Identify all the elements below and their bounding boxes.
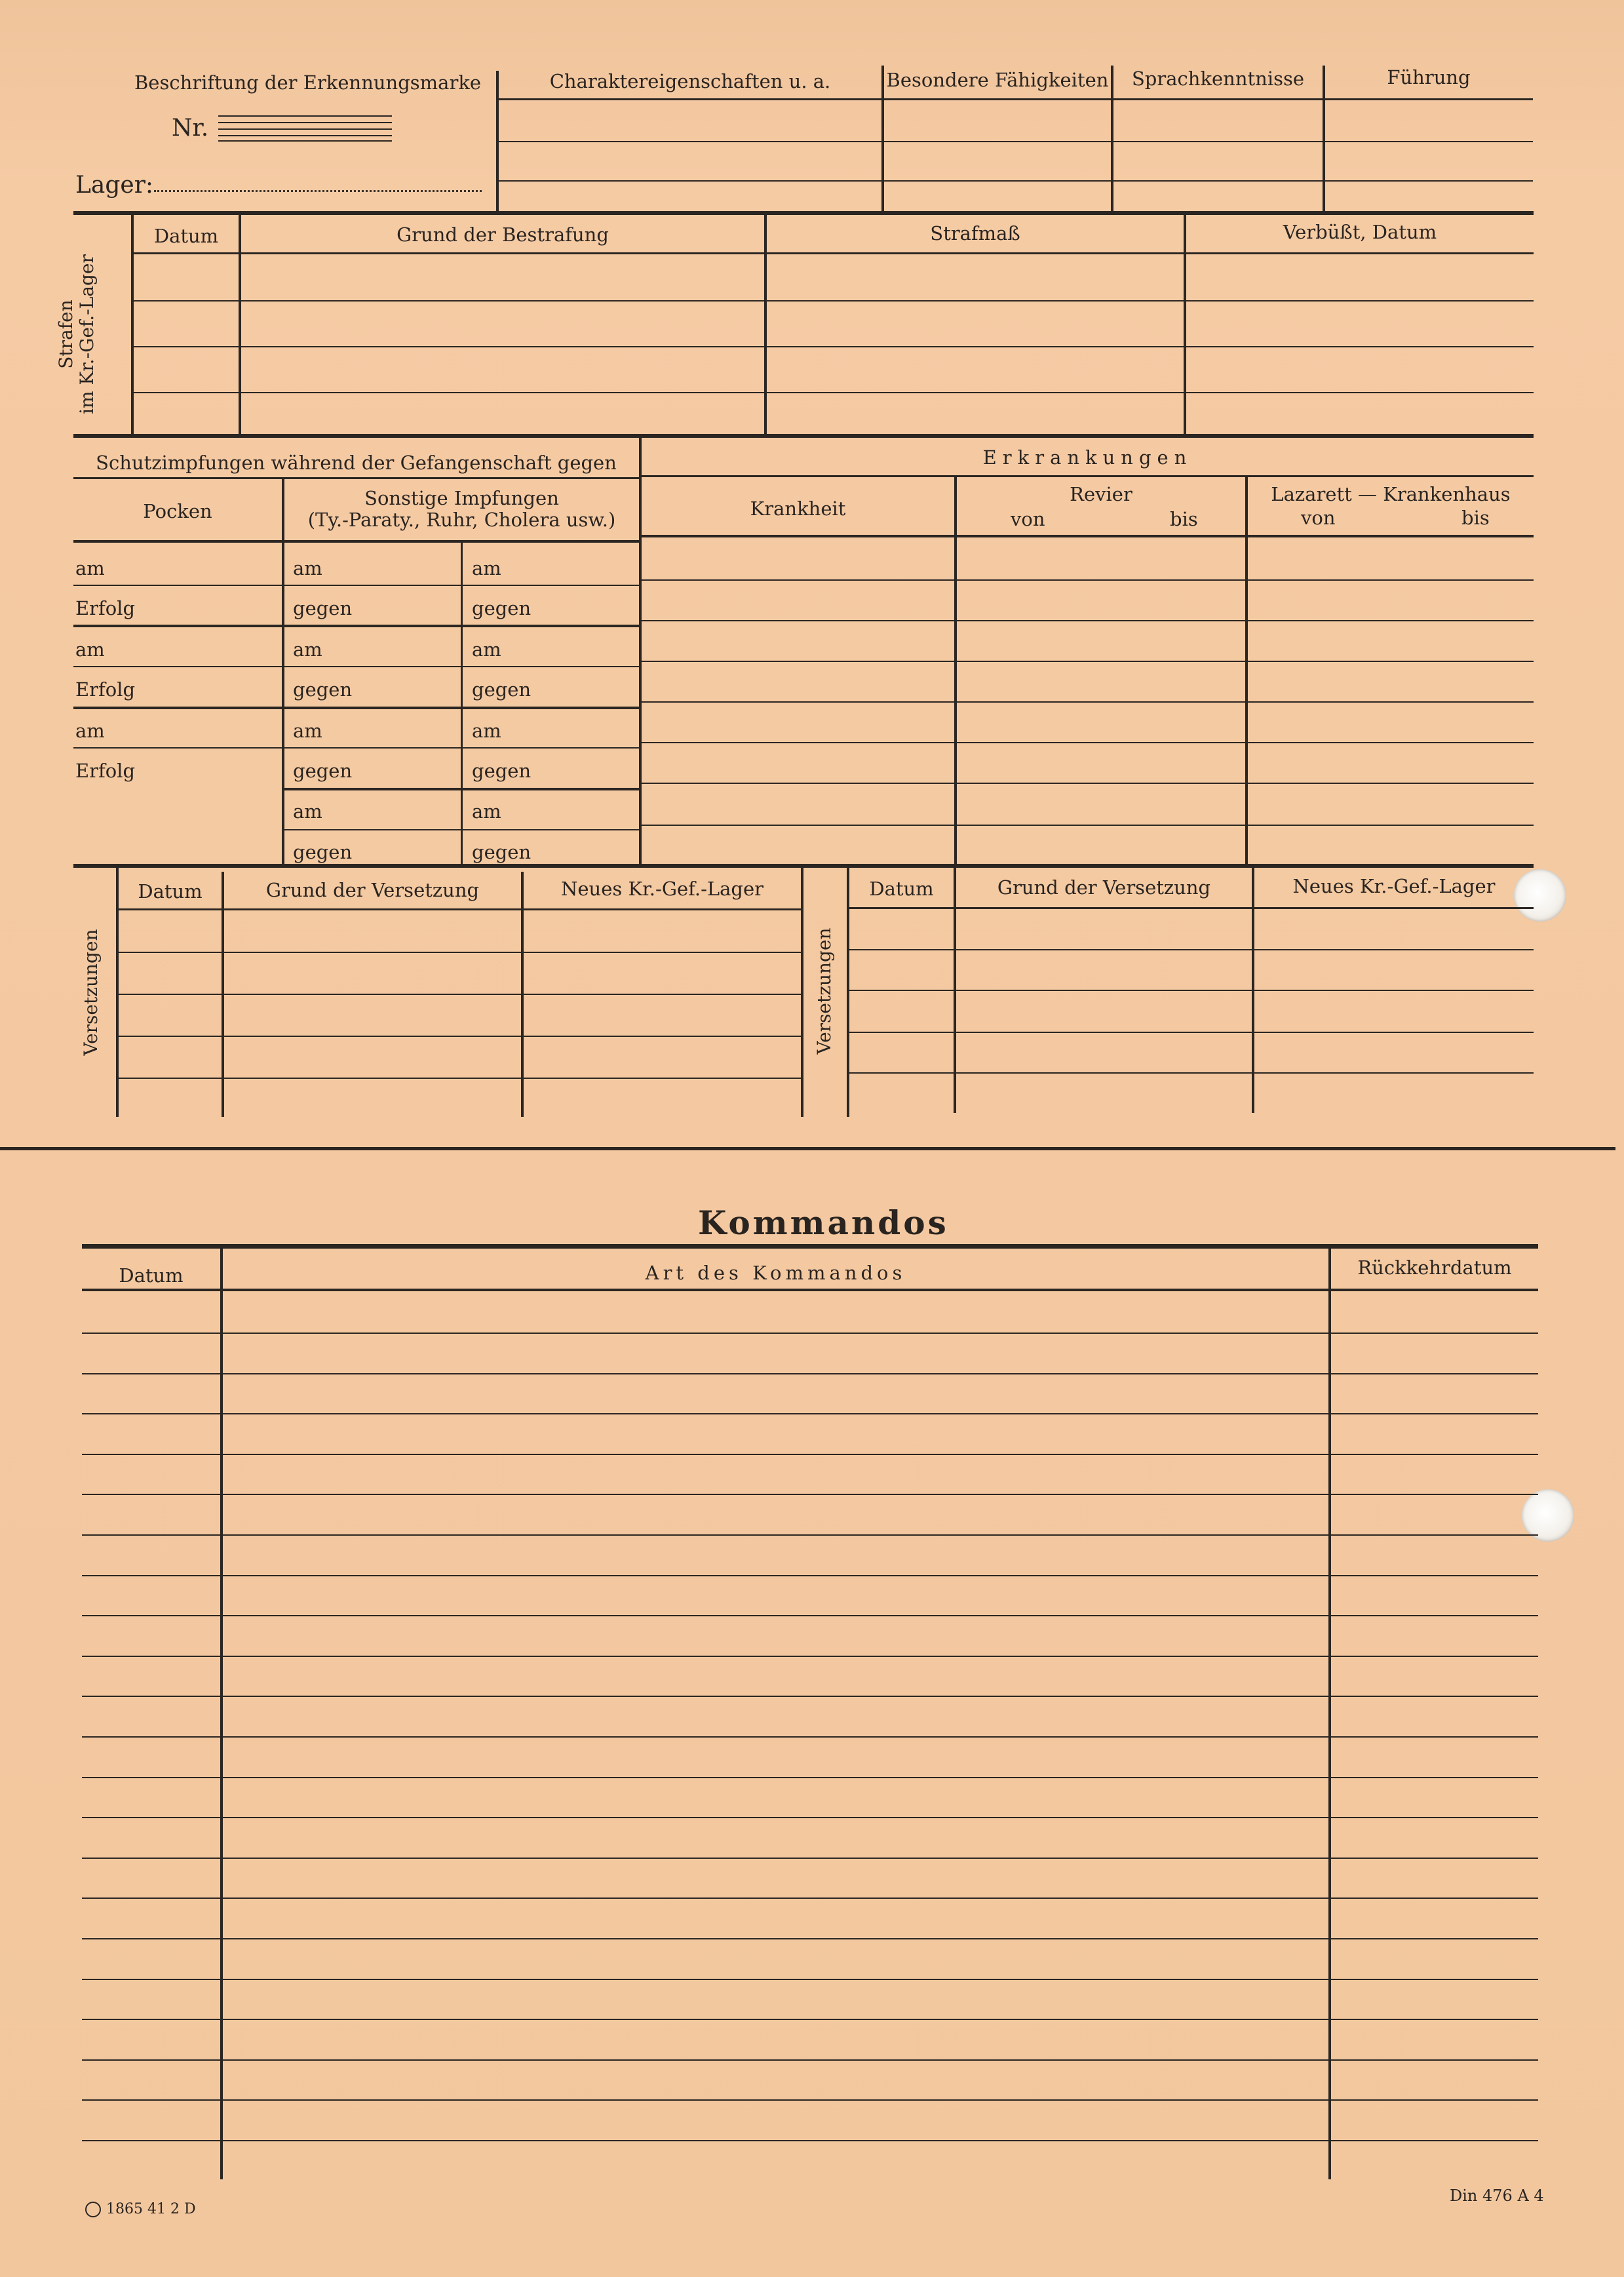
sonstige-b-am-2: am [472,638,501,661]
kommandos-row-line [82,1858,1538,1859]
sonstige-b-gegen-3: gegen [472,760,532,782]
strafen-datum-header: Datum [153,225,219,247]
erkrankungen-title: Erkrankungen [982,446,1193,469]
pocken-am-2: am [75,638,105,661]
sonstige-impfungen-header: Sonstige Impfungen (Ty.-Paraty., Ruhr, Cholera usw.) [307,487,616,532]
sonstige-a-gegen-2: gegen [293,678,353,701]
kommandos-row-line [82,1898,1538,1899]
revier-bis: bis [1170,508,1198,530]
versetzung-left-neues-header: Neues Kr.-Gef.-Lager [560,878,764,900]
versetzung-right-grund-header: Grund der Versetzung [997,876,1211,899]
sonstige-b-am-1: am [472,557,501,579]
revier-header: Revier [1070,483,1132,505]
header-sprachen: Sprachkenntnisse [1131,68,1305,90]
kommandos-row-line [82,2059,1538,2061]
kommandos-datum-header: Datum [119,1264,184,1287]
lazarett-von: von [1301,507,1336,529]
versetzung-left-datum-header: Datum [138,880,203,903]
tag-lager-label: Lager: [75,172,154,199]
sonstige-b-am-3: am [472,720,501,742]
krankheit-header: Krankheit [750,497,846,520]
versetzung-left-side-label: Versetzungen [80,929,102,1056]
kommandos-row-line [82,1413,1538,1414]
kommandos-row-line [82,1333,1538,1334]
header-charakter: Charaktereigenschaften u. a. [549,70,831,92]
pocken-erfolg-3: Erfolg [75,760,136,782]
lager-field[interactable] [154,190,482,192]
strafen-side-label: Strafen im Kr.-Gef.-Lager [55,254,98,414]
pocken-erfolg-1: Erfolg [75,597,136,619]
impfungen-title: Schutzimpfungen während der Gefangenschaft gegen [96,452,617,474]
sonstige-a-gegen-4: gegen [293,841,353,863]
versetzung-right-side-label: Versetzungen [813,927,835,1055]
sonstige-a-am-3: am [293,720,322,742]
sonstige-b-gegen-1: gegen [472,597,532,619]
sonstige-a-gegen-3: gegen [293,760,353,782]
sonstige-a-am-2: am [293,638,322,661]
tag-nr-label: Nr. [172,115,209,142]
header-faehigkeiten: Besondere Fähigkeiten [886,69,1109,91]
sonstige-b-gegen-2: gegen [472,678,532,701]
kommandos-row-line [82,1656,1538,1657]
kommandos-row-line [82,2140,1538,2141]
print-code: 1865 41 2 D [85,2201,196,2217]
strafen-strafmass-header: Strafmaß [930,222,1020,244]
kommandos-row-line [82,1534,1538,1536]
kommandos-row-line [82,1736,1538,1738]
kommandos-row-line [82,1938,1538,1939]
pocken-header: Pocken [143,500,212,522]
kommandos-row-line [82,1454,1538,1455]
sonstige-b-am-4: am [472,800,501,823]
versetzung-right-neues-header: Neues Kr.-Gef.-Lager [1292,875,1496,897]
kommandos-row-line [82,1615,1538,1616]
pocken-erfolg-2: Erfolg [75,678,136,701]
kommandos-art-header: Art des Kommandos [645,1262,906,1284]
strafen-verbuesst-header: Verbüßt, Datum [1283,221,1437,243]
pocken-am-3: am [75,720,105,742]
printer-mark-icon [85,2202,101,2217]
kommandos-title: Kommandos [698,1203,949,1242]
header-fuehrung: Führung [1387,66,1471,88]
versetzung-right-datum-header: Datum [869,878,934,900]
sonstige-b-gegen-4: gegen [472,841,532,863]
kommandos-row-line [82,2019,1538,2020]
sonstige-a-am-1: am [293,557,322,579]
kommandos-row-line [82,1575,1538,1576]
kommandos-row-line [82,2099,1538,2101]
sonstige-a-gegen-1: gegen [293,597,353,619]
kommandos-row-line [82,1373,1538,1374]
kommandos-row-line [82,1696,1538,1697]
din-format: Din 476 A 4 [1450,2187,1544,2205]
kommandos-rueckkehr-header: Rückkehrdatum [1357,1256,1512,1279]
strafen-grund-header: Grund der Bestrafung [396,224,609,246]
pocken-am-1: am [75,557,105,579]
tag-title: Beschriftung der Erkennungsmarke [134,71,482,94]
kommandos-row-line [82,1817,1538,1818]
kommandos-row-line [82,1777,1538,1778]
punch-hole-lower [1522,1489,1574,1542]
versetzung-left-grund-header: Grund der Versetzung [265,879,480,901]
kommandos-row-line [82,1979,1538,1980]
fold-line [0,1147,1615,1150]
revier-von: von [1011,508,1045,530]
sonstige-a-am-4: am [293,800,322,823]
kommandos-row-line [82,1494,1538,1495]
lazarett-header: Lazarett — Krankenhaus [1271,483,1511,505]
lazarett-bis: bis [1461,507,1490,529]
